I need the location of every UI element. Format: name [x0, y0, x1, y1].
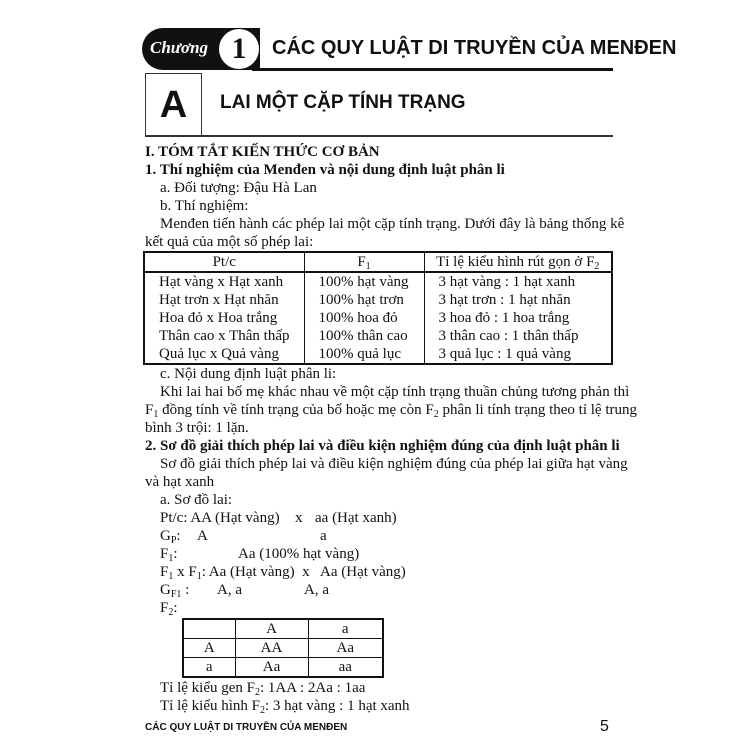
- subscript: 2: [260, 705, 265, 716]
- subscript: 2: [433, 409, 439, 420]
- gp-gamete2: a: [320, 528, 327, 544]
- text: : 1AA : 2Aa : 1aa: [259, 680, 366, 696]
- f1-label: $F_1$:: [160, 546, 178, 564]
- f1xf1-line: [145, 563, 615, 581]
- gf1-gametes1: A, a: [217, 582, 242, 598]
- gp-line: [145, 527, 615, 545]
- chapter-rule: [252, 68, 613, 71]
- table-cell: Thân cao x Thân thấp: [144, 327, 304, 345]
- crosses-table: [143, 251, 613, 365]
- table-row: [144, 291, 612, 309]
- table-cell: 3 hạt vàng : 1 hạt xanh: [424, 272, 612, 291]
- col-header: [424, 252, 612, 272]
- f2-label: $F_2$:: [160, 600, 178, 618]
- table-cell: Hạt vàng x Hạt xanh: [144, 272, 304, 291]
- subscript: 1: [168, 571, 174, 582]
- gp-label: $G_P$:: [160, 528, 181, 546]
- text: F: [145, 402, 154, 418]
- text: : 3 hạt vàng : 1 hạt xanh: [265, 698, 410, 714]
- table-cell: 3 hoa đỏ : 1 hoa trắng: [424, 309, 612, 327]
- chapter-number: 1: [218, 28, 260, 70]
- text: F: [160, 564, 169, 580]
- paragraph: bình 3 trội: 1 lặn.: [145, 420, 249, 436]
- subscript: 2: [168, 607, 174, 618]
- punnett-row: [183, 639, 383, 658]
- subscript: P: [170, 535, 177, 546]
- section-letter: A: [145, 73, 202, 137]
- text: phân li tính trạng theo tỉ lệ trung: [438, 402, 637, 418]
- ptc-parent2: aa (Hạt xanh): [315, 510, 397, 526]
- item-c: c. Nội dung định luật phân li:: [160, 366, 337, 382]
- punnett-cell: A: [183, 639, 235, 658]
- text: F: [160, 546, 169, 562]
- table-cell: 3 hạt trơn : 1 hạt nhăn: [424, 291, 612, 309]
- col-header: [304, 252, 424, 272]
- text: F: [160, 600, 169, 616]
- f1-value: Aa (100% hạt vàng): [238, 546, 360, 562]
- header-text: Tỉ lệ kiểu hình rút gọn ở F: [436, 254, 595, 270]
- paragraph: Menđen tiến hành các phép lai một cặp tính trạng. Dưới đây là bảng thống kê: [160, 216, 625, 232]
- punnett-cell: a: [183, 658, 235, 678]
- subscript: 2: [254, 687, 260, 698]
- table-cell: Quả lục x Quả vàng: [144, 345, 304, 364]
- f1-line: [145, 545, 615, 563]
- punnett-row: [183, 658, 383, 678]
- genotype-ratio: [145, 679, 615, 697]
- paragraph: Khi lai hai bố mẹ khác nhau về một cặp tính trạng thuần chủng tương phản thì: [160, 384, 630, 400]
- section-rule: [145, 135, 613, 137]
- table-cell: 3 thân cao : 1 thân thấp: [424, 327, 612, 345]
- table-cell: 100% hoa đỏ: [304, 309, 424, 327]
- text: :: [181, 582, 190, 598]
- subscript: 1: [365, 261, 371, 272]
- punnett-cell: Aa: [308, 639, 383, 658]
- item-a-diagram: a. Sơ đồ lai:: [160, 492, 233, 508]
- subscript: 1: [153, 409, 159, 420]
- item-a: a. Đối tượng: Đậu Hà Lan: [160, 180, 317, 196]
- table-cell: Hạt trơn x Hạt nhăn: [144, 291, 304, 309]
- gf1-line: [145, 581, 615, 599]
- text: G: [160, 528, 171, 544]
- punnett-cell: [183, 619, 235, 639]
- section-title: LAI MỘT CẶP TÍNH TRẠNG: [220, 92, 466, 113]
- subscript: 1: [196, 571, 202, 582]
- gp-gamete1: A: [197, 528, 208, 544]
- table-cell: 100% quả lục: [304, 345, 424, 364]
- content-body: [145, 143, 637, 716]
- paragraph: kết quả của một số phép lai:: [145, 234, 314, 250]
- subscript: F1: [170, 589, 182, 600]
- punnett-row: [183, 619, 383, 639]
- ptc-parent1: Pt/c: AA (Hạt vàng): [160, 510, 280, 526]
- table-cell: Hoa đỏ x Hoa trắng: [144, 309, 304, 327]
- punnett-cell: AA: [235, 639, 308, 658]
- paragraph: Sơ đồ giải thích phép lai và điều kiện nghiệm đúng của phép lai giữa hạt vàng: [160, 456, 628, 472]
- table-cell: 100% hạt trơn: [304, 291, 424, 309]
- heading-2: 2. Sơ đồ giải thích phép lai và điều kiện nghiệm đúng của định luật phân li: [145, 438, 620, 454]
- header-text: Pt/c: [212, 254, 236, 270]
- ptc-line: [145, 509, 615, 527]
- item-b: b. Thí nghiệm:: [160, 198, 249, 214]
- punnett-cell: A: [235, 619, 308, 639]
- phenotype-ratio: [145, 697, 615, 715]
- page-number: 5: [600, 718, 609, 735]
- gf1-label: [160, 581, 189, 599]
- table-row: [144, 309, 612, 327]
- gf1-gametes2: A, a: [304, 582, 329, 598]
- table-row: [144, 272, 612, 291]
- paragraph: và hạt xanh: [145, 474, 215, 490]
- chapter-label: Chương: [150, 38, 209, 57]
- paragraph: [145, 401, 637, 420]
- chapter-title: CÁC QUY LUẬT DI TRUYỀN CỦA MENĐEN: [272, 37, 677, 59]
- heading-i: I. TÓM TẮT KIẾN THỨC CƠ BẢN: [145, 144, 380, 160]
- punnett-cell: Aa: [235, 658, 308, 678]
- punnett-cell: aa: [308, 658, 383, 678]
- text: Tỉ lệ kiểu hình F: [160, 698, 260, 714]
- table-cell: 3 quả lục : 1 quả vàng: [424, 345, 612, 364]
- col-header: [144, 252, 304, 272]
- header-text: F: [357, 254, 366, 270]
- table-row: [144, 345, 612, 364]
- chapter-badge: [142, 28, 260, 70]
- text: x F: [173, 564, 197, 580]
- subscript: 1: [168, 553, 174, 564]
- subscript: 2: [594, 261, 600, 272]
- table-header-row: [144, 252, 612, 272]
- table-cell: 100% hạt vàng: [304, 272, 424, 291]
- table-cell: 100% thân cao: [304, 327, 424, 345]
- running-footer: CÁC QUY LUẬT DI TRUYỀN CỦA MENĐEN: [145, 722, 348, 733]
- punnett-square: [182, 618, 384, 678]
- table-row: [144, 327, 612, 345]
- text: G: [160, 582, 171, 598]
- punnett-cell: a: [308, 619, 383, 639]
- text: Tỉ lệ kiểu gen F: [160, 680, 255, 696]
- cross-symbol: x: [295, 510, 303, 526]
- heading-1: 1. Thí nghiệm của Menđen và nội dung định luật phân li: [145, 162, 505, 178]
- text: đồng tính về tính trạng của bố hoặc mẹ còn F: [158, 402, 434, 418]
- text: : Aa (Hạt vàng) x Aa (Hạt vàng): [201, 564, 406, 580]
